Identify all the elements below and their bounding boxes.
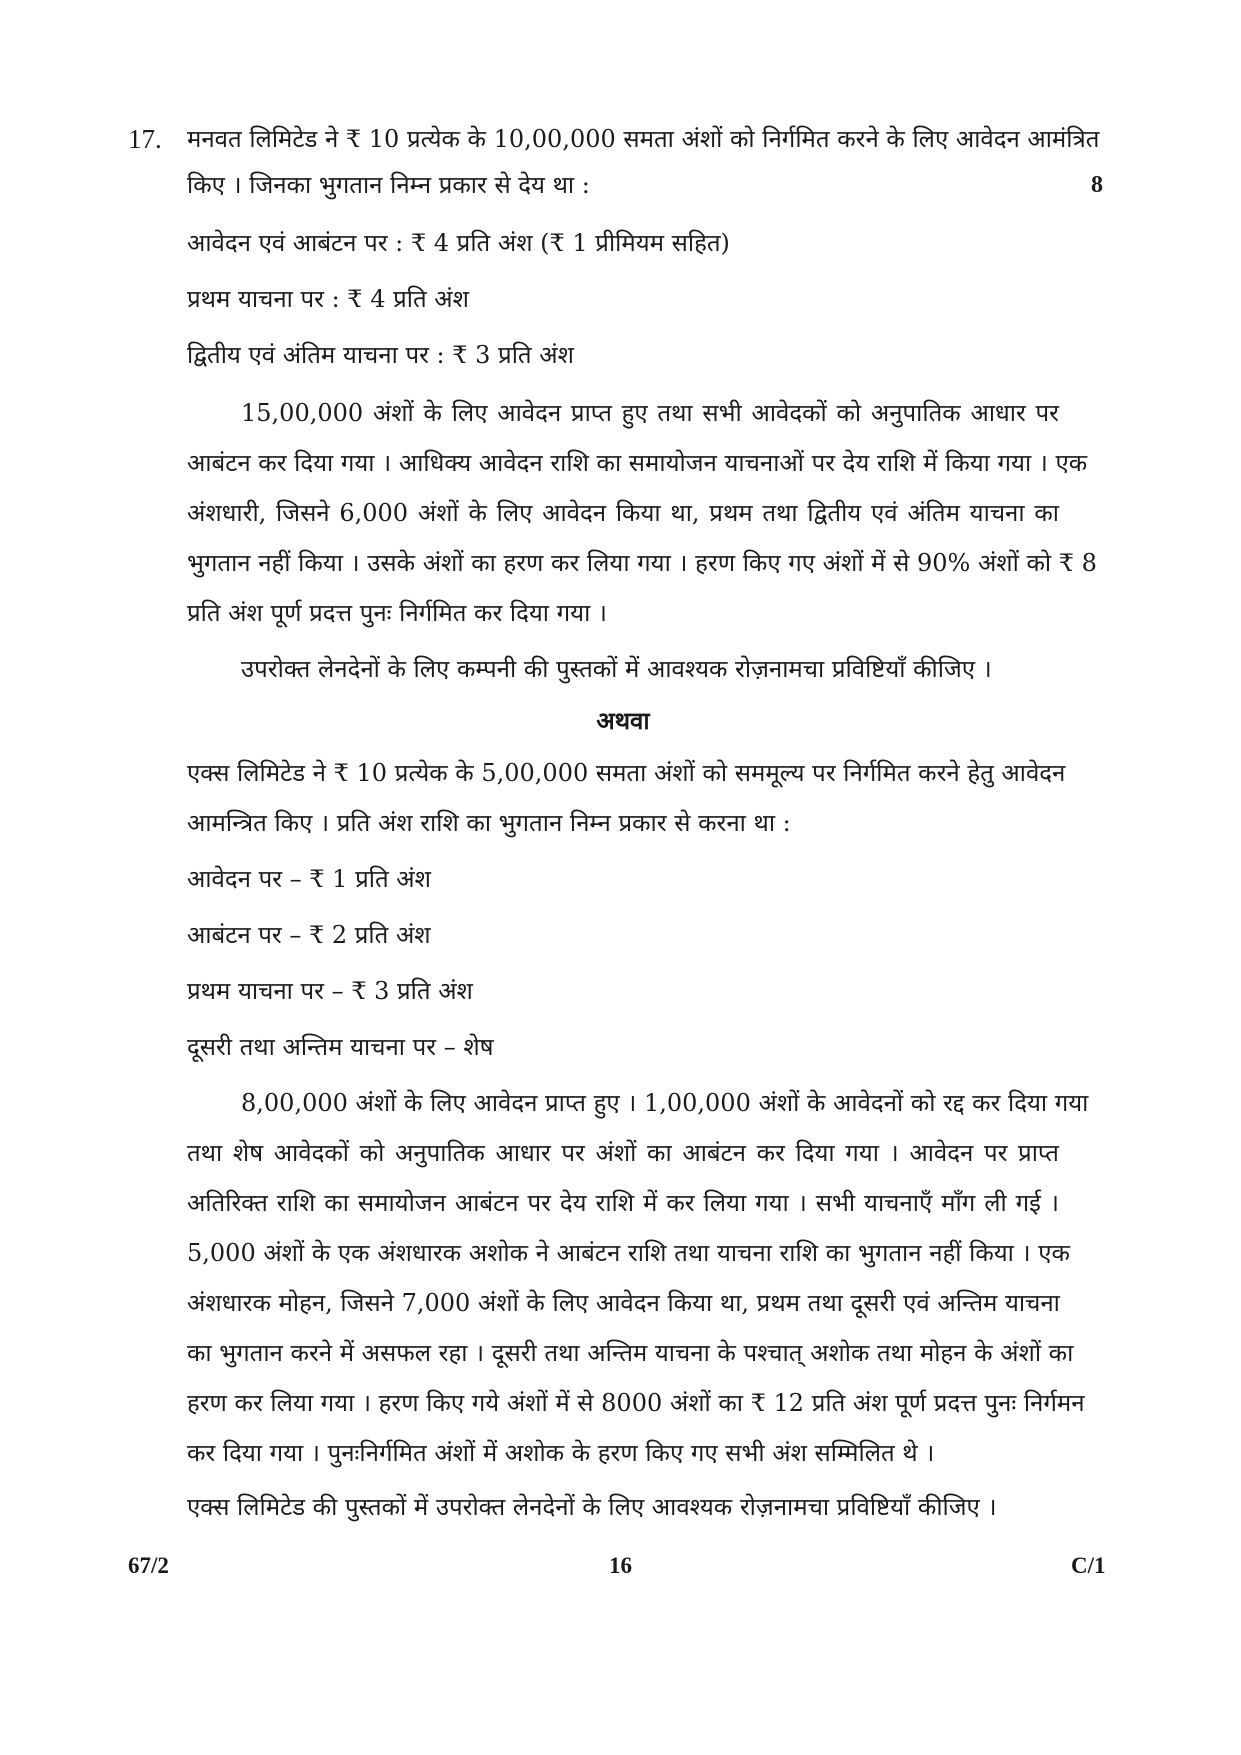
alt-question-text-line: अतिरिक्त राशि का समायोजन आबंटन पर देय राशि में कर लिया गया । सभी याचनाएँ माँग ली गई । xyxy=(187,1189,1059,1217)
payment-term: आवेदन एवं आबंटन पर : ₹ 4 प्रति अंश (₹ 1 प्रीमियम सहित) xyxy=(187,229,730,257)
question-instruction: उपरोक्त लेनदेनों के लिए कम्पनी की पुस्तकों में आवश्यक रोज़नामचा प्रविष्टियाँ कीजिए । xyxy=(241,655,992,683)
alt-question-text-line: 5,000 अंशों के एक अंशधारक अशोक ने आबंटन राशि तथा याचना राशि का भुगतान नहीं किया । एक xyxy=(187,1239,1070,1267)
alt-question-text-line: हरण कर लिया गया । हरण किए गये अंशों में से 8000 अंशों का ₹ 12 प्रति अंश पूर्ण प्रदत्त पुनः निर्गमन xyxy=(187,1389,1085,1417)
question-text-line: 15,00,000 अंशों के लिए आवेदन प्राप्त हुए तथा सभी आवेदकों को अनुपातिक आधार पर xyxy=(241,399,1059,427)
payment-term: प्रथम याचना पर : ₹ 4 प्रति अंश xyxy=(187,285,469,313)
alt-question-text-line: आमन्त्रित किए । प्रति अंश राशि का भुगतान निम्न प्रकार से करना था : xyxy=(187,809,791,837)
question-marks: 8 xyxy=(1091,172,1103,198)
alt-question-text-line: तथा शेष आवेदकों को अनुपातिक आधार पर अंशों का आबंटन कर दिया गया । आवेदन पर प्राप्त xyxy=(187,1139,1059,1167)
or-label: अथवा xyxy=(596,706,650,735)
alt-payment-term: आवेदन पर – ₹ 1 प्रति अंश xyxy=(187,865,431,893)
alt-payment-term: दूसरी तथा अन्तिम याचना पर – शेष xyxy=(187,1033,494,1061)
question-text-line: किए । जिनका भुगतान निम्न प्रकार से देय था : xyxy=(187,171,590,199)
alt-question-instruction: एक्स लिमिटेड की पुस्तकों में उपरोक्त लेनदेनों के लिए आवश्यक रोज़नामचा प्रविष्टियाँ कीजिए । xyxy=(187,1493,997,1521)
question-number: 17. xyxy=(128,124,162,154)
question-text-line: आबंटन कर दिया गया । आधिक्य आवेदन राशि का समायोजन याचनाओं पर देय राशि में किया गया । एक xyxy=(187,449,1088,477)
question-text-line: भुगतान नहीं किया । उसके अंशों का हरण कर लिया गया । हरण किए गए अंशों में से 90% अंशों को ₹ 8 xyxy=(187,549,1097,577)
alt-question-text-line: कर दिया गया । पुनःनिर्गमित अंशों में अशोक के हरण किए गए सभी अंश सम्मिलित थे । xyxy=(187,1439,935,1467)
question-text-line: अंशधारी, जिसने 6,000 अंशों के लिए आवेदन किया था, प्रथम तथा द्वितीय एवं अंतिम याचना का xyxy=(187,499,1059,527)
alt-payment-term: आबंटन पर – ₹ 2 प्रति अंश xyxy=(187,921,431,949)
alt-question-text-line: एक्स लिमिटेड ने ₹ 10 प्रत्येक के 5,00,000 समता अंशों को सममूल्य पर निर्गमित करने हेतु आवेदन xyxy=(187,759,1066,787)
payment-term: द्वितीय एवं अंतिम याचना पर : ₹ 3 प्रति अंश xyxy=(187,341,574,369)
page-number: 16 xyxy=(609,1553,632,1578)
alt-question-text-line: 8,00,000 अंशों के लिए आवेदन प्राप्त हुए । 1,00,000 अंशों के आवेदनों को रद्द कर दिया गया xyxy=(241,1089,1089,1117)
alt-question-text-line: का भुगतान करने में असफल रहा । दूसरी तथा अन्तिम याचना के पश्चात् अशोक तथा मोहन के अंशों का xyxy=(187,1339,1074,1367)
question-text-line: मनवत लिमिटेड ने ₹ 10 प्रत्येक के 10,00,000 समता अंशों को निर्गमित करने के लिए आवेदन आमंत्रित xyxy=(187,125,1100,153)
paper-code: 67/2 xyxy=(128,1553,169,1578)
question-text-line: प्रति अंश पूर्ण प्रदत्त पुनः निर्गमित कर दिया गया । xyxy=(187,599,608,627)
alt-question-text-line: अंशधारक मोहन, जिसने 7,000 अंशों के लिए आवेदन किया था, प्रथम तथा दूसरी एवं अन्तिम याचना xyxy=(187,1289,1060,1317)
alt-payment-term: प्रथम याचना पर – ₹ 3 प्रति अंश xyxy=(187,977,473,1005)
set-code: C/1 xyxy=(1071,1553,1106,1578)
